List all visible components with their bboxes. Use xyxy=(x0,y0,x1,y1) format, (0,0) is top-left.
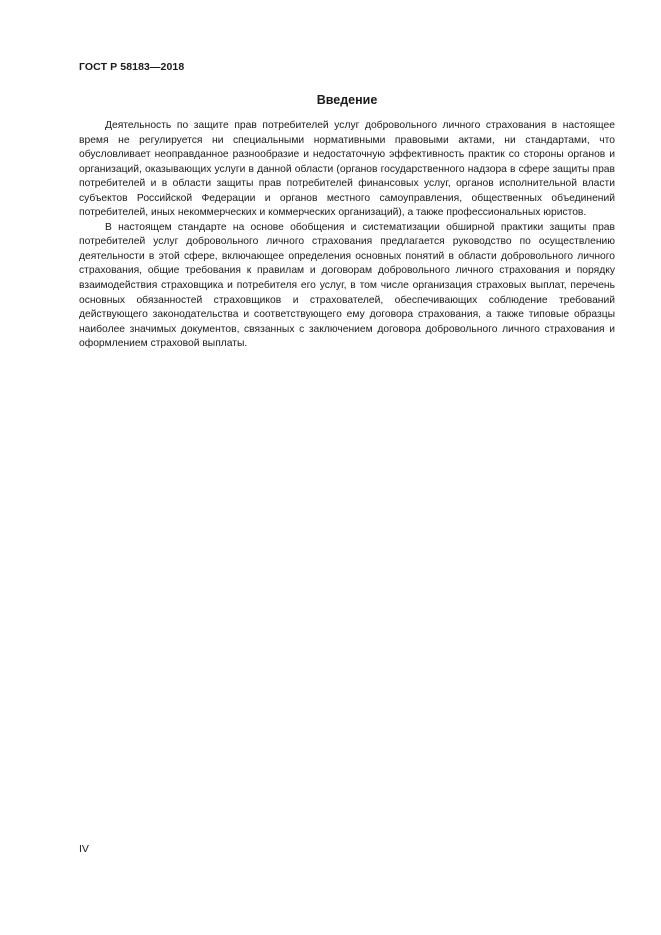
document-code: ГОСТ Р 58183—2018 xyxy=(79,61,185,73)
paragraph: В настоящем стандарте на основе обобщения и систематизации обширной практики защиты прав потребителей услуг добровольного личного страхования предлагается руководство по осуществлению деятельности в этой сфере, включающее определения основных понятий в области добровольного личного страхования, общие требования к правилам и договорам добровольного личного страхования и порядку взаимодействия страховщика и потребителя его услуг, в том числе организация страховых выплат, перечень основных обязанностей страховщиков и страхователей, обеспечивающих соблюдение требований действующего законодательства и соответствующего ему договора страхования, а также типовые образцы наиболее значимых документов, связанных с заключением договора добровольного личного страхования и оформлением страховой выплаты. xyxy=(79,221,615,350)
body-text xyxy=(79,119,615,352)
page-number: IV xyxy=(79,843,89,855)
paragraph: Деятельность по защите прав потребителей услуг добровольного личного страхования в настоящее время не регулируется ни специальными нормативными правовыми актами, ни стандартами, что обусловливает неоправданное разнообразие и недостаточную эффективность практик со стороны органов и организаций, оказывающих услуги в данной области (органов государственного надзора в сфере защиты прав потребителей и в области защиты прав потребителей финансовых услуг, органов исполнительной власти субъектов Российской Федерации и органов местного самоуправления, общественных объединений потребителей, иных некоммерческих и коммерческих организаций), а также профессиональных юристов. xyxy=(79,120,615,219)
section-title: Введение xyxy=(316,93,378,107)
